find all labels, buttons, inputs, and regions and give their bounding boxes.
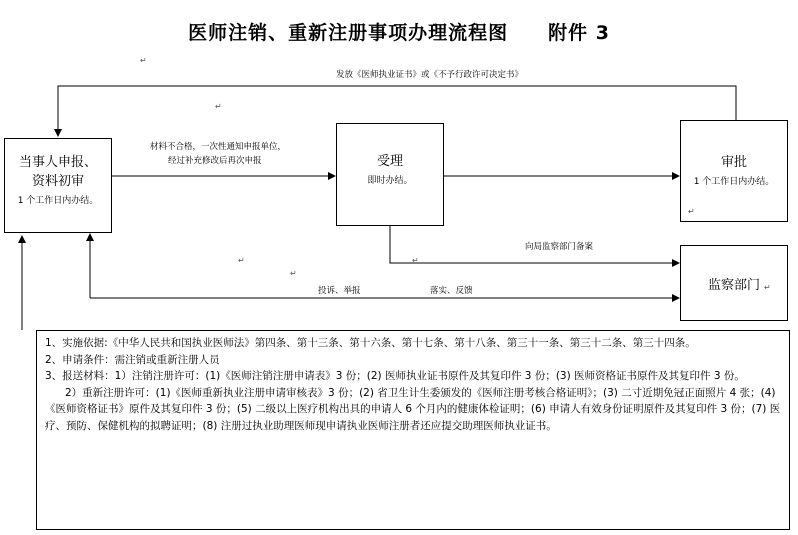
return-mark: ↵	[290, 269, 297, 278]
notes-panel	[36, 330, 790, 530]
note-materials-cancel: 3、报送材料：1）注销注册许可：(1)《医师注销注册申请表》3 份；(2) 医师执业证书原件及其复印件 3 份；(3) 医师资格证书原件及其复印件 3 份。	[45, 370, 745, 382]
reject-label-line2: 经过补充修改后再次申报	[168, 156, 262, 166]
page-title: 医师注销、重新注册事项办理流程图 附件 3	[188, 22, 610, 44]
return-mark: ↵	[215, 102, 222, 111]
accept-time: 即时办结。	[367, 176, 413, 186]
return-mark: ↵	[412, 256, 419, 265]
record-label: 向局监察部门备案	[525, 242, 594, 252]
applicant-box	[4, 138, 112, 233]
arrow-notes-to-applicant	[22, 236, 36, 330]
supervise-box	[680, 245, 788, 321]
return-mark: ↵	[764, 283, 771, 292]
top-loop-label: 发放《医师执业证书》或《不予行政许可决定书》	[336, 70, 524, 80]
approve-time: 1 个工作日内办结。	[693, 177, 775, 187]
note-conditions: 2、申请条件：需注销或重新注册人员	[45, 353, 220, 366]
applicant-label-line1: 当事人申报、	[18, 155, 97, 170]
supervise-label: 监察部门	[707, 278, 760, 293]
note-materials-reregister: 2）重新注册许可：(1)《医师重新执业注册申请审核表》3 份；(2) 省卫生计生委颁发的《医师注册考核合格证明》；(3) 二寸近期免冠正面照片 4 张；(4)《医师资格证书》原件及其复印件 3 份；(5) 二级以上医疗机构出具的申请人 6 个月内的健康体检证明；(6) 申请人有效身份证明原件及其复印件 3 份；(7) 医疗、预防、保健机构的拟聘证明；(8) 注册过执业助理医师现申请执业医师注册者还应提交助理医师执业证书。	[45, 386, 781, 432]
accept-label: 受理	[376, 154, 403, 169]
note-basis: 1、实施依据:《中华人民共和国执业医师法》第四条、第十三条、第十六条、第十七条、第十八条、第三十一条、第三十二条、第三十四条。	[45, 337, 696, 349]
applicant-time: 1 个工作日内办结。	[17, 196, 99, 206]
return-mark: ↵	[238, 256, 245, 265]
approve-label: 审批	[720, 155, 747, 170]
applicant-label-line2: 资料初审	[31, 174, 84, 189]
return-mark: ↵	[688, 207, 695, 216]
reject-label-line1: 材料不合格，一次性通知申报单位，	[150, 142, 287, 152]
complaint-label: 投诉、举报	[318, 286, 361, 296]
return-mark: ↵	[140, 56, 147, 65]
accept-box	[336, 123, 444, 226]
feedback-label: 落实、反馈	[430, 286, 473, 296]
approve-box	[680, 120, 788, 222]
